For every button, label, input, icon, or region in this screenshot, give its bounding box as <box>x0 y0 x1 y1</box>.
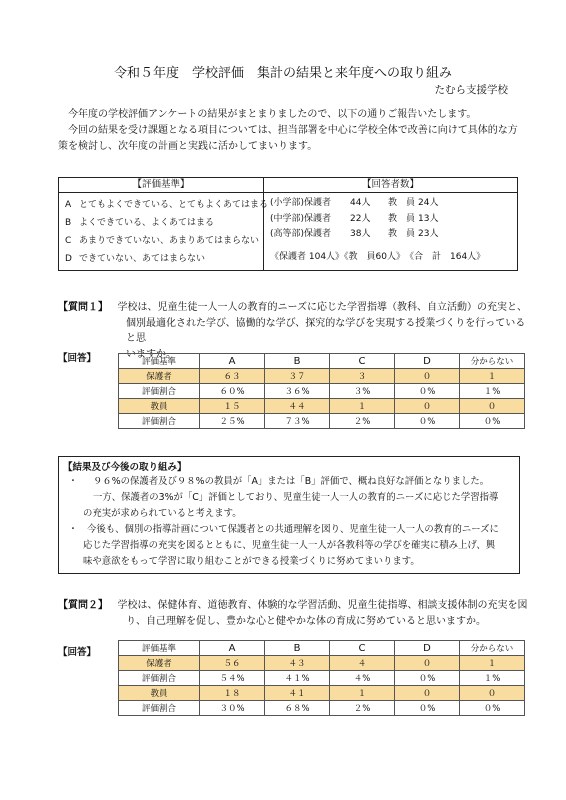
table-header-row <box>119 354 525 369</box>
criteria-text: とてもよくできている、とてもよくあてはまる <box>79 200 269 210</box>
table-row <box>119 701 525 716</box>
table-row <box>119 384 525 399</box>
table-cell: ０% <box>395 671 460 686</box>
table-cell: ３% <box>330 384 395 399</box>
criteria-key: A <box>65 200 72 210</box>
results-bullet <box>63 522 515 570</box>
criteria-item <box>65 250 268 268</box>
table-cell: ６３ <box>200 369 265 384</box>
table-row <box>119 686 525 701</box>
table-header-cell: A <box>200 354 265 369</box>
table-cell: １８ <box>200 686 265 701</box>
criteria-list <box>65 196 268 268</box>
results-line: の充実が求められていると考えます。 <box>83 508 242 519</box>
question-text: いますか。 <box>126 348 176 360</box>
criteria-key: C <box>65 236 72 246</box>
results-line: ９６%の保護者及び９８%の教員が「A」または「B」評価で、概ね良好な評価となりました。 <box>93 476 490 487</box>
table-cell: ４% <box>330 671 395 686</box>
table-header-cell: 評価基準 <box>119 354 200 369</box>
criteria-panel <box>59 178 269 270</box>
table-cell: １% <box>460 384 525 399</box>
table-cell: ０ <box>395 656 460 671</box>
table-row <box>119 369 525 384</box>
table-cell: ７３% <box>265 414 330 429</box>
results-bullet <box>63 474 515 522</box>
results-box <box>58 456 520 574</box>
dept: (高等部)保護者 <box>270 229 332 239</box>
parent-count: 44人 <box>350 198 371 208</box>
intro-paragraph: 今年度の学校評価アンケートの結果がまとまりましたので、以下の通りご報告いたします。 <box>68 109 477 120</box>
table-cell: １% <box>460 671 525 686</box>
criteria-box <box>58 177 518 271</box>
respondents-panel <box>264 178 517 270</box>
table-header-cell: D <box>395 354 460 369</box>
question-text: 学校は、保健体育、道徳教育、体験的な学習活動、児童生徒指導、相談支援体制の充実を図 <box>117 600 528 611</box>
table-cell: ０% <box>395 414 460 429</box>
table-cell: １ <box>460 369 525 384</box>
table-cell: ０ <box>395 399 460 414</box>
criteria-heading: 【評価基準】 <box>59 178 263 193</box>
teacher-count: 24人 <box>418 198 439 208</box>
question-2 <box>58 598 528 629</box>
question-text: 個別最適化された学び、協働的な学び、探究的な学びを実現する授業づくりを行っていると思 <box>126 317 526 344</box>
page-title: 令和５年度 学校評価 集計の結果と来年度への取り組み <box>113 66 452 81</box>
table-header-cell: A <box>200 641 265 656</box>
teacher-count: 13人 <box>418 213 439 224</box>
teacher-label: 教 員 <box>388 229 416 239</box>
results-body <box>63 474 515 570</box>
table-cell: ０% <box>460 701 525 716</box>
table-cell: ４４ <box>265 399 330 414</box>
table-header-cell: 評価基準 <box>119 641 200 656</box>
table-cell: 保護者 <box>119 656 200 671</box>
respondents-heading: 【回答者数】 <box>264 178 517 193</box>
answer-label: 【回答】 <box>58 353 97 364</box>
question-text: り、自己理解を促し、豊かな心と健やかな体の育成に努めていると思いますか。 <box>126 615 486 627</box>
respondents-row <box>270 212 438 228</box>
table-cell: ３７ <box>265 369 330 384</box>
table-row <box>119 414 525 429</box>
teacher-label: 教 員 <box>388 198 416 208</box>
dept: (小学部)保護者 <box>270 198 332 208</box>
table-cell: ５４% <box>200 671 265 686</box>
table-cell: ０ <box>395 369 460 384</box>
table-cell: ０ <box>395 686 460 701</box>
school-name: たむら支援学校 <box>434 84 508 96</box>
table-header-cell: C <box>330 354 395 369</box>
teacher-count: 23人 <box>418 229 439 239</box>
results-table-1 <box>118 353 525 429</box>
criteria-text: あまりできていない、あまりあてはまらない <box>79 236 260 246</box>
table-cell: ５６ <box>200 656 265 671</box>
table-header-cell: B <box>265 354 330 369</box>
respondents-total: 《保護者 104人》《教 員60人》 《合 計 164人》 <box>270 252 486 262</box>
table-header-cell: 分からない <box>460 641 525 656</box>
results-line: 一方、保護者の3%が「C」評価としており、児童生徒一人一人の教育的ニーズに応じた学習指導 <box>93 492 499 503</box>
table-cell: ３６% <box>265 384 330 399</box>
table-cell: 保護者 <box>119 369 200 384</box>
table-cell: ６０% <box>200 384 265 399</box>
table-cell: ２% <box>330 701 395 716</box>
intro-text <box>58 107 526 155</box>
table-cell: ０% <box>395 384 460 399</box>
table-cell: ０ <box>460 399 525 414</box>
table-header-cell: 分からない <box>460 354 525 369</box>
table-cell: 評価割合 <box>119 384 200 399</box>
table-cell: 評価割合 <box>119 414 200 429</box>
table-cell: ４１% <box>265 671 330 686</box>
answer-label: 【回答】 <box>58 647 97 658</box>
table-cell: １ <box>330 686 395 701</box>
criteria-key: B <box>65 218 72 228</box>
table-cell: ０ <box>460 686 525 701</box>
question-label: 【質問２】 <box>58 600 108 611</box>
bullet-mark: ・ <box>68 476 78 487</box>
table-cell: ３０% <box>200 701 265 716</box>
criteria-item <box>65 214 268 232</box>
table-cell: ３ <box>330 369 395 384</box>
intro-paragraph: 今回の結果を受け課題となる項目については、担当部署を中心に学校全体で改善に向けて具体的な方策を検討し、次年度の計画と実践に活かしてまいります。 <box>58 125 518 152</box>
criteria-key: D <box>65 254 72 264</box>
table-cell: 評価割合 <box>119 671 200 686</box>
table-row <box>119 399 525 414</box>
table-cell: ６８% <box>265 701 330 716</box>
table-cell: ０% <box>395 701 460 716</box>
table-cell: １ <box>330 399 395 414</box>
dept: (中学部)保護者 <box>270 213 332 224</box>
table-cell: ０% <box>460 414 525 429</box>
results-line: 味や意欲をもって学習に取り組むことができる授業づくりに努めてまいります。 <box>83 556 420 567</box>
teacher-label: 教 員 <box>388 213 416 224</box>
criteria-text: よくできている、よくあてはまる <box>79 218 215 228</box>
table-cell: 教員 <box>119 399 200 414</box>
table-header-cell: C <box>330 641 395 656</box>
table-cell: 評価割合 <box>119 701 200 716</box>
results-line: 今後も、個別の指導計画について保護者との共通理解を図り、児童生徒一人一人の教育的ニーズに <box>87 524 499 535</box>
respondents-list <box>270 196 438 243</box>
parent-count: 22人 <box>350 213 371 224</box>
table-row <box>119 671 525 686</box>
table-cell: 教員 <box>119 686 200 701</box>
results-title: 【結果及び今後の取り組み】 <box>63 462 187 473</box>
table-header-cell: B <box>265 641 330 656</box>
respondents-row <box>270 196 438 212</box>
table-cell: ４３ <box>265 656 330 671</box>
table-cell: ２% <box>330 414 395 429</box>
respondents-row <box>270 227 438 243</box>
question-text: 学校は、児童生徒一人一人の教育的ニーズに応じた学習指導（教科、自立活動）の充実と、 <box>117 302 528 313</box>
criteria-item <box>65 196 268 214</box>
results-table-2 <box>118 640 525 716</box>
criteria-text: できていない、あてはまらない <box>79 254 206 264</box>
table-cell: ２５% <box>200 414 265 429</box>
table-header-row <box>119 641 525 656</box>
table-header-cell: D <box>395 641 460 656</box>
table-cell: １５ <box>200 399 265 414</box>
parent-count: 38人 <box>350 229 371 239</box>
table-row <box>119 656 525 671</box>
criteria-item <box>65 232 268 250</box>
question-label: 【質問１】 <box>58 302 108 313</box>
bullet-mark: ・ <box>68 524 78 535</box>
table-cell: ４ <box>330 656 395 671</box>
table-cell: １ <box>460 656 525 671</box>
results-line: 応じた学習指導の充実を図るとともに、児童生徒一人一人が各教科等の学びを確実に積み上げ、興 <box>83 540 496 551</box>
table-cell: ４１ <box>265 686 330 701</box>
